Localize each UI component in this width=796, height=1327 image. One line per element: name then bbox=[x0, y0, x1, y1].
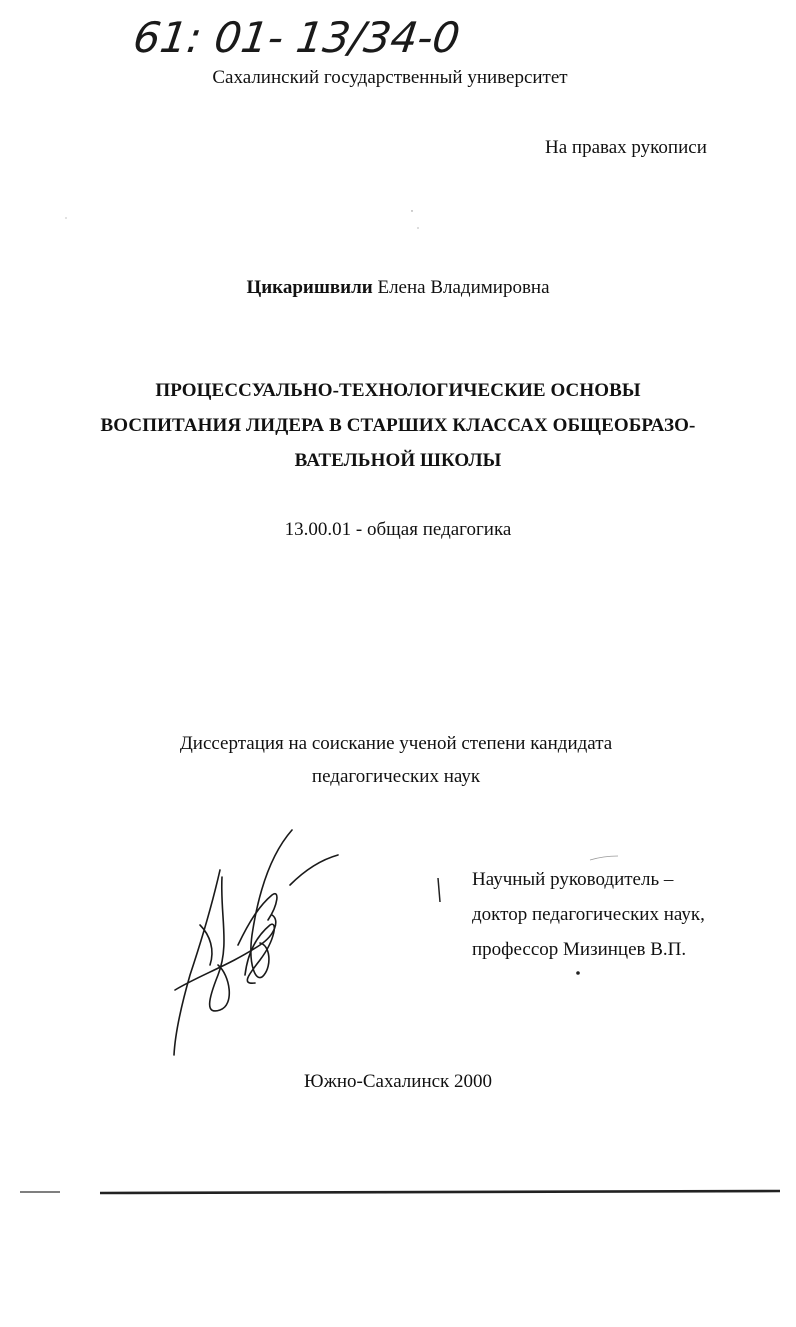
university-name bbox=[0, 66, 796, 90]
scan-dot bbox=[576, 971, 580, 975]
scan-mark bbox=[590, 856, 618, 860]
rights-notice: На правах рукописи bbox=[545, 137, 707, 158]
scan-mark bbox=[438, 878, 440, 902]
author-name bbox=[0, 276, 796, 300]
supervisor-line: Научный руководитель – bbox=[472, 869, 674, 890]
degree-line: Диссертация на соискание ученой степени кандидата bbox=[179, 733, 613, 754]
title-line: ВОСПИТАНИЯ ЛИДЕРА В СТАРШИХ КЛАССАХ ОБЩЕОБРАЗО- bbox=[100, 415, 696, 436]
supervisor-block bbox=[472, 862, 705, 967]
handwritten-archive-code bbox=[130, 8, 550, 68]
degree-line: педагогических наук bbox=[311, 766, 481, 787]
signature-icon bbox=[160, 825, 360, 1060]
supervisor-line: профессор Мизинцев В.П. bbox=[472, 939, 687, 960]
dissertation-title bbox=[0, 373, 796, 478]
city-year bbox=[0, 1070, 796, 1094]
scan-dot bbox=[417, 227, 418, 228]
author-given-names: Елена Владимировна bbox=[377, 277, 550, 298]
degree-statement bbox=[0, 727, 796, 793]
scan-dot bbox=[411, 210, 412, 211]
city-year-text: Южно-Сахалинск 2000 bbox=[303, 1071, 493, 1092]
supervisor-line: доктор педагогических наук, bbox=[472, 904, 705, 925]
author-surname: Цикаришвили bbox=[246, 277, 373, 298]
title-line: ВАТЕЛЬНОЙ ШКОЛЫ bbox=[294, 450, 502, 471]
university-text: Сахалинский государственный университет bbox=[212, 67, 568, 88]
specialty-code: 13.00.01 - общая педагогика bbox=[284, 519, 512, 540]
title-line: ПРОЦЕССУАЛЬНО-ТЕХНОЛОГИЧЕСКИЕ ОСНОВЫ bbox=[155, 380, 641, 401]
scan-dot bbox=[65, 217, 66, 218]
bottom-scan-border bbox=[0, 1186, 796, 1200]
archive-code-text: 61: 01- 13/34-0 bbox=[130, 13, 463, 62]
